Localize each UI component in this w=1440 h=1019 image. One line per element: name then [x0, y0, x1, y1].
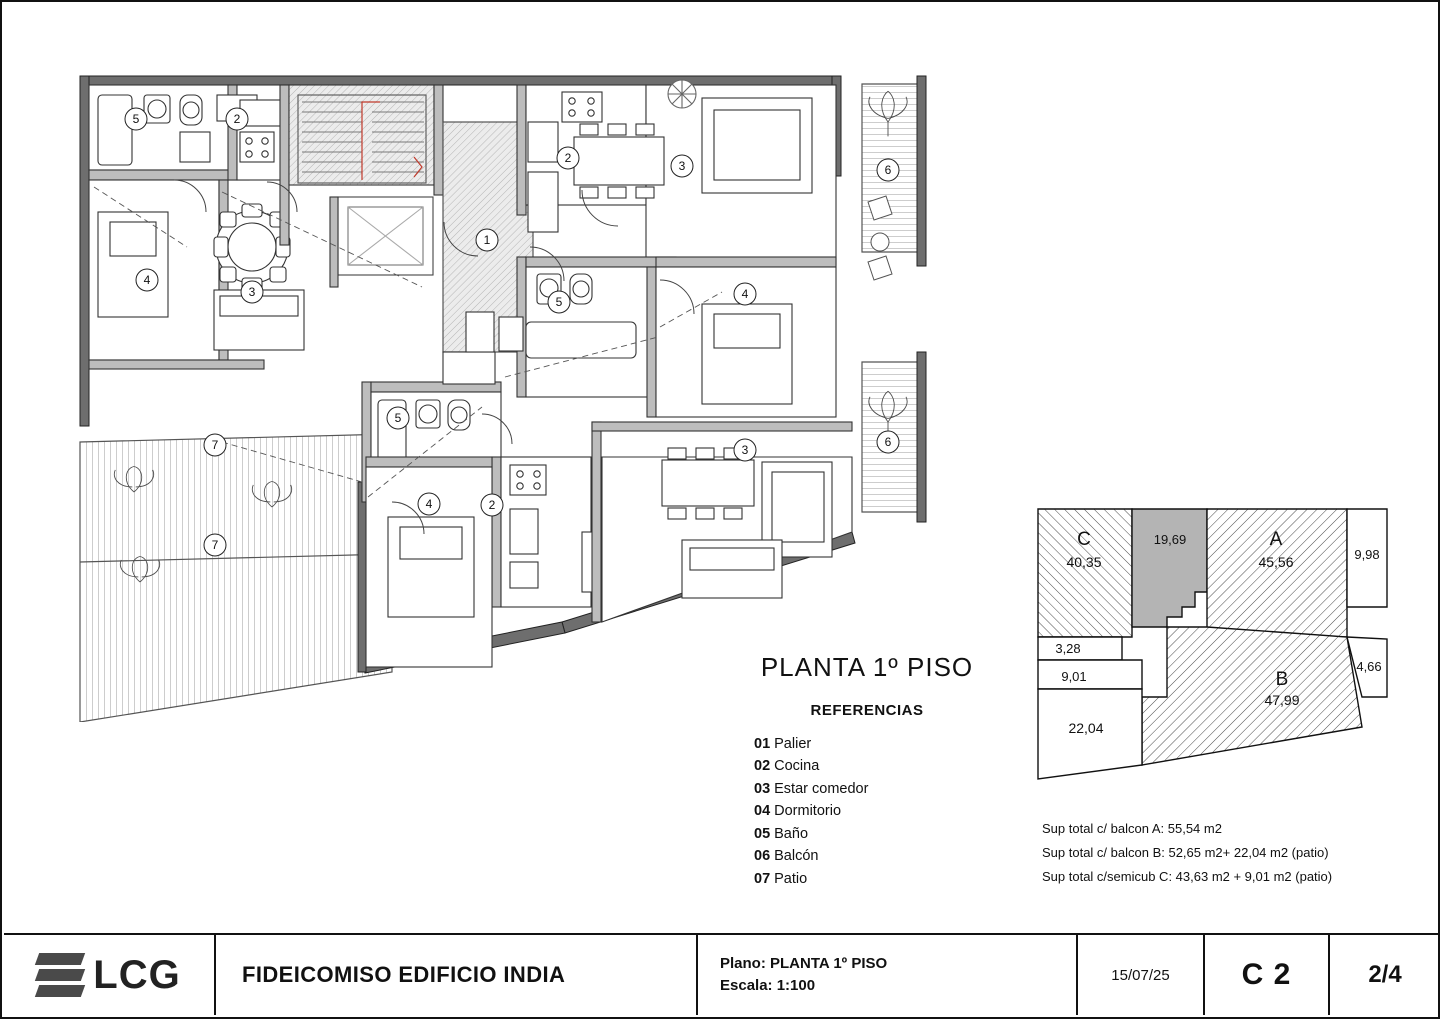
svg-text:7: 7 [211, 438, 219, 452]
plan-title-text: PLANTA 1º PISO [760, 652, 974, 682]
list-item [754, 868, 1032, 890]
svg-text:5: 5 [555, 295, 563, 309]
total-line-a: Sup total c/ balcon A: 55,54 m2 [1042, 821, 1222, 836]
total-line-c: Sup total c/semicub C: 43,63 m2 + 9,01 m2 (patio) [1042, 869, 1333, 885]
list-item [754, 755, 1032, 777]
reference-label: Palier [774, 736, 812, 752]
reference-num: 04 [754, 803, 771, 820]
svg-text:2: 2 [488, 498, 496, 512]
room-marker-07-upper [204, 434, 226, 456]
unit-c-area: 40,35 [1066, 554, 1102, 570]
dim-left-big: 22,04 [1068, 720, 1104, 736]
svg-text:2: 2 [233, 112, 241, 126]
room-marker-04-b [418, 493, 440, 515]
svg-text:6: 6 [884, 163, 892, 177]
svg-text:7: 7 [211, 538, 219, 552]
room-marker-02-left [226, 108, 248, 130]
drawing-code: C 2 [1241, 958, 1292, 991]
svg-text:5: 5 [394, 411, 402, 425]
room-marker-07-lower [204, 534, 226, 556]
room-marker-05-a [548, 291, 570, 313]
owner-name: FIDEICOMISO EDIFICIO INDIA [242, 962, 566, 987]
reference-label: Dormitorio [774, 803, 842, 820]
reference-label: Estar comedor [774, 780, 869, 797]
unit-c-name: C [1077, 529, 1091, 550]
plan-title [702, 652, 1032, 683]
reference-num: 07 [754, 870, 771, 887]
reference-num: 01 [754, 736, 771, 752]
reference-label: Cocina [774, 758, 820, 775]
room-marker-06-top [877, 159, 899, 181]
list-item [754, 823, 1032, 845]
references-block [702, 702, 1032, 890]
date-value: 15/07/25 [1111, 966, 1170, 984]
svg-text:3: 3 [678, 159, 686, 173]
svg-text:4: 4 [143, 273, 151, 287]
room-marker-04-a [734, 283, 756, 305]
lcg-logo-icon [37, 952, 83, 998]
core-area: 19,69 [1153, 532, 1187, 547]
list-item [754, 845, 1032, 867]
owner-cell [216, 935, 698, 1015]
plan-label: Plano: [720, 954, 766, 972]
room-marker-01-lobby [476, 229, 498, 251]
list-item [754, 800, 1032, 822]
unit-area-diagram [1032, 497, 1402, 787]
room-marker-03-left [241, 281, 263, 303]
svg-text:4: 4 [741, 287, 749, 301]
references-title: REFERENCIAS [810, 702, 924, 719]
reference-num: 05 [754, 825, 771, 842]
reference-num: 03 [754, 780, 771, 797]
reference-num: 06 [754, 848, 771, 865]
room-marker-03-b [734, 439, 756, 461]
total-line-b: Sup total c/ balcon B: 52,65 m2+ 22,04 m2 (patio) [1042, 845, 1329, 861]
svg-text:5: 5 [132, 112, 140, 126]
room-marker-02-b [481, 494, 503, 516]
svg-text:3: 3 [248, 285, 256, 299]
room-marker-05-b [387, 407, 409, 429]
dim-right-top: 9,98 [1354, 547, 1380, 562]
svg-text:2: 2 [564, 151, 572, 165]
reference-label: Balcón [774, 848, 819, 865]
unit-b-area: 47,99 [1264, 692, 1300, 708]
reference-num: 02 [754, 758, 771, 775]
room-marker-03-a [671, 155, 693, 177]
dim-right-bottom: 4,66 [1356, 659, 1382, 674]
svg-text:6: 6 [884, 435, 892, 449]
unit-b-name: B [1275, 669, 1289, 690]
plan-row [720, 953, 887, 976]
scale-value: 1:100 [776, 977, 816, 994]
unit-a-area: 45,56 [1258, 554, 1294, 570]
surface-totals [1042, 817, 1422, 889]
title-block [4, 933, 1440, 1015]
logo-cell [4, 935, 216, 1015]
svg-text:4: 4 [425, 497, 433, 511]
unit-a-name: A [1269, 529, 1283, 550]
dim-left-small: 3,28 [1055, 641, 1081, 656]
floor-plan-drawing [62, 62, 962, 722]
list-item [754, 778, 1032, 800]
list-item [754, 733, 1032, 755]
page-number: 2/4 [1368, 961, 1402, 988]
references-list [702, 733, 1032, 890]
room-marker-06-bottom [877, 431, 899, 453]
room-marker-02-a [557, 147, 579, 169]
plan-info-cell [698, 935, 1078, 1015]
scale-label: Escala: [720, 977, 773, 994]
reference-label: Baño [774, 825, 809, 842]
dim-left-mid: 9,01 [1061, 669, 1087, 684]
date-cell [1078, 935, 1205, 1015]
reference-label: Patio [774, 870, 808, 887]
page-number-cell [1330, 935, 1440, 1015]
scale-row [720, 975, 815, 998]
logo-text: LCG [93, 952, 181, 997]
room-marker-05-left [125, 108, 147, 130]
room-marker-04-left [136, 269, 158, 291]
svg-text:3: 3 [741, 443, 749, 457]
svg-text:1: 1 [483, 233, 491, 247]
drawing-code-cell [1205, 935, 1330, 1015]
plan-value: PLANTA 1º PISO [770, 954, 888, 972]
